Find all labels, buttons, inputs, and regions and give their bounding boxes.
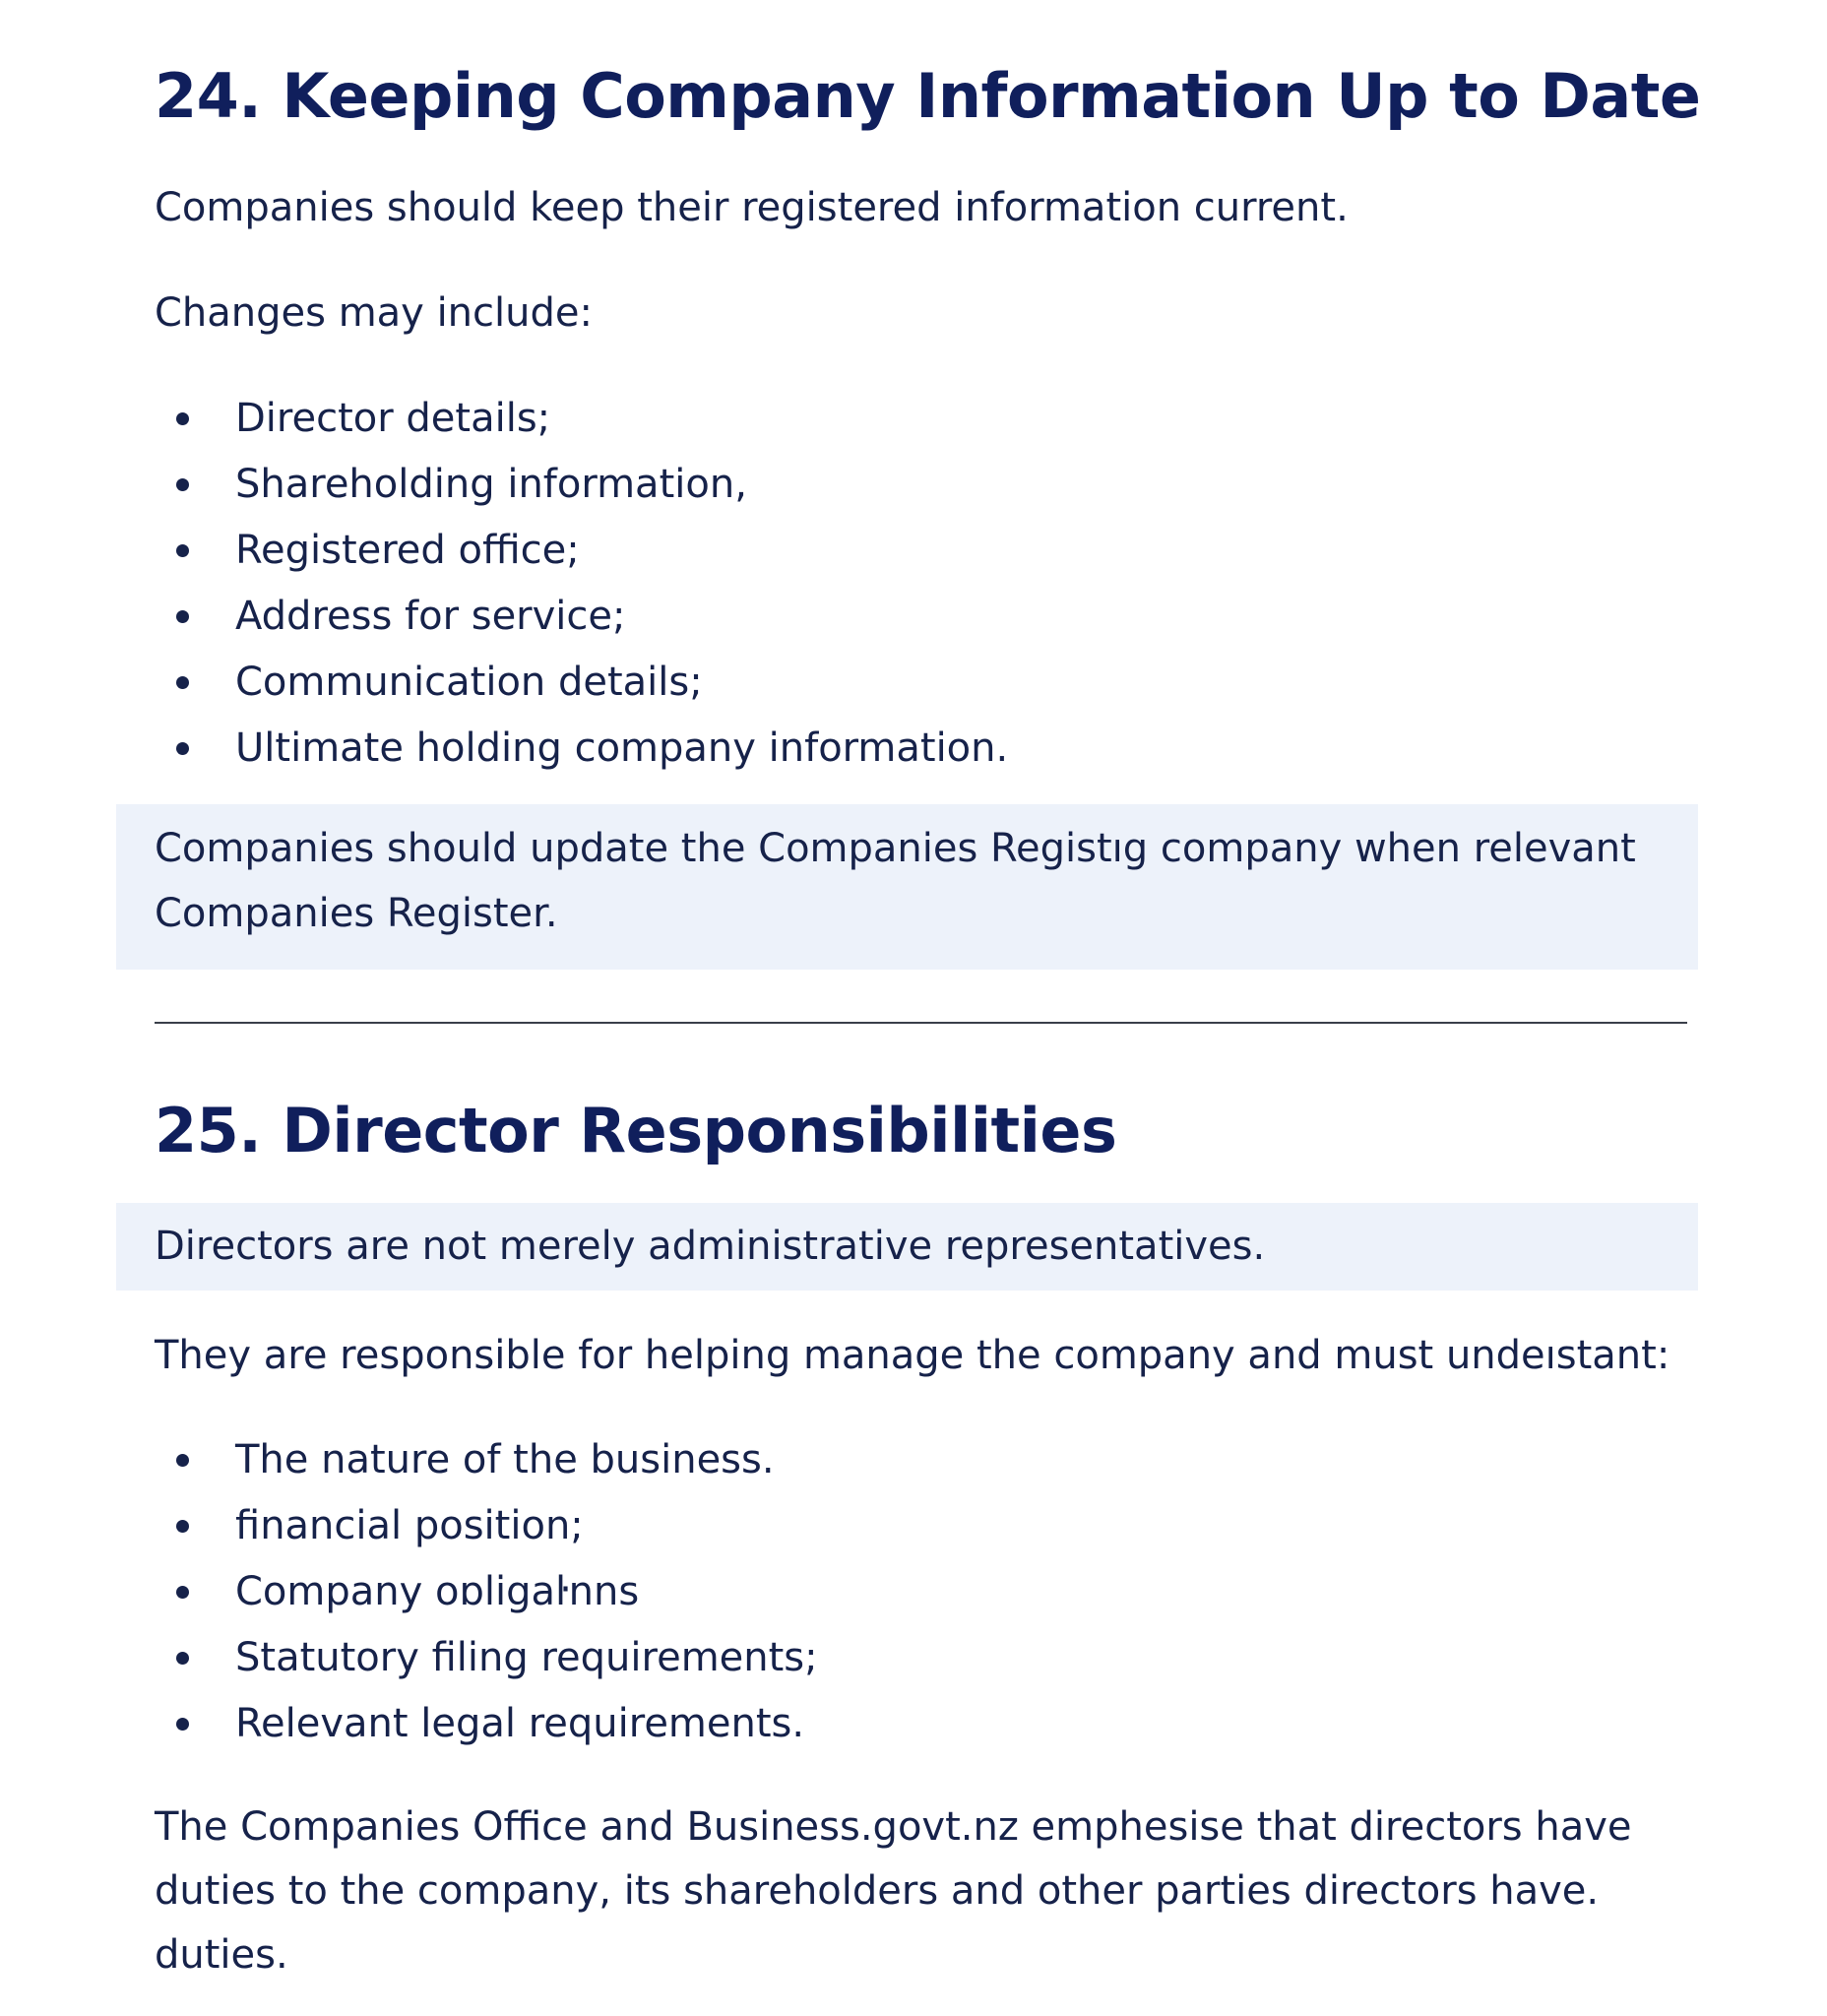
- list-item-text: financial position;: [235, 1503, 584, 1548]
- list-item-text: Ultimate holding company information.: [235, 725, 1009, 771]
- section-25-heading: 25. Director Responsibilities: [155, 1095, 1117, 1166]
- list-item: [155, 584, 1008, 650]
- list-item-text: Communication details;: [235, 660, 703, 705]
- section-24-intro: Companies should keep their registered information current.: [155, 185, 1349, 230]
- list-item: [155, 1625, 818, 1691]
- list-item-text: Relevant legal requirements.: [235, 1701, 805, 1746]
- closing-line-2: duties to the company, its shareholders and other parties directors have.: [155, 1868, 1600, 1914]
- bullet-icon: [176, 742, 189, 755]
- bullet-icon: [176, 1520, 189, 1533]
- section-divider: [155, 1022, 1687, 1024]
- list-item: [155, 518, 1008, 584]
- bullet-icon: [176, 478, 189, 491]
- bullet-icon: [176, 412, 189, 425]
- closing-line-1: The Companies Office and Business.govt.nz emphesise that directors have: [155, 1804, 1632, 1850]
- list-item: [155, 452, 1008, 518]
- list-item-text: The nature of the business.: [235, 1437, 775, 1482]
- section-25-lead: They are responsible for helping manage the company and must undeıstant:: [155, 1333, 1670, 1378]
- list-item: [155, 1427, 818, 1493]
- callout-line-2: Companies Register.: [155, 891, 558, 936]
- list-item-text: Statutory filing requirements;: [235, 1635, 818, 1680]
- bullet-icon: [176, 676, 189, 689]
- list-item-text: Director details;: [235, 396, 551, 441]
- section-25-bullet-list: [155, 1427, 818, 1757]
- bullet-icon: [176, 1718, 189, 1731]
- section-24-bullet-list: [155, 386, 1008, 782]
- section-25-callout: [116, 1203, 1698, 1291]
- list-item: [155, 1559, 818, 1625]
- bullet-icon: [176, 1586, 189, 1599]
- list-item-text: Company oɒligaŀnns: [235, 1569, 640, 1614]
- section-24-changes-lead: Changes may include:: [155, 290, 593, 336]
- list-item-text: Address for service;: [235, 594, 626, 639]
- callout-text: Directors are not merely administrative representatives.: [155, 1224, 1266, 1269]
- list-item-text: Registered office;: [235, 528, 580, 573]
- list-item: [155, 386, 1008, 452]
- section-24-heading: 24. Keeping Company Information Up to Date: [155, 60, 1701, 132]
- bullet-icon: [176, 544, 189, 557]
- bullet-icon: [176, 1652, 189, 1665]
- bullet-icon: [176, 610, 189, 623]
- bullet-icon: [176, 1454, 189, 1467]
- callout-line-1: Companies should update the Companies Registıg company when relevant: [155, 826, 1636, 871]
- list-item-text: Shareholding information,: [235, 462, 747, 507]
- list-item: [155, 650, 1008, 716]
- list-item: [155, 1493, 818, 1559]
- section-24-callout: [116, 804, 1698, 970]
- closing-line-3: duties.: [155, 1932, 288, 1978]
- list-item: [155, 716, 1008, 782]
- list-item: [155, 1691, 818, 1757]
